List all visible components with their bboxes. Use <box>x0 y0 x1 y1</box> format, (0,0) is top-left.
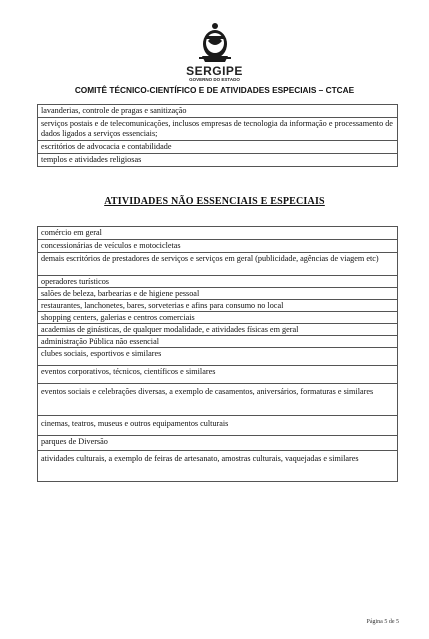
table-row <box>38 416 398 436</box>
table-cell: cinemas, teatros, museus e outros equipamentos culturais <box>38 416 398 436</box>
table-cell: academias de ginásticas, de qualquer modalidade, e atividades físicas em geral <box>38 324 398 336</box>
table-cell: parques de Diversão <box>38 436 398 451</box>
page-number: Página 5 de 5 <box>366 619 399 625</box>
brand-subtitle: GOVERNO DO ESTADO <box>189 77 240 82</box>
table-row <box>38 336 398 348</box>
table-row <box>38 227 398 240</box>
table-row <box>38 240 398 253</box>
table-cell: concessionárias de veículos e motocicletas <box>38 240 398 253</box>
table-row <box>38 105 398 118</box>
table-cell: eventos corporativos, técnicos, científicos e similares <box>38 366 398 384</box>
table-row <box>38 436 398 451</box>
brand-wordmark: SERGIPE <box>186 64 243 78</box>
table-cell: comércio em geral <box>38 227 398 240</box>
essential-activities-table <box>37 104 398 167</box>
section-title: ATIVIDADES NÃO ESSENCIAIS E ESPECIAIS <box>104 196 325 207</box>
table-row <box>38 324 398 336</box>
table-row <box>38 276 398 288</box>
table-cell: salões de beleza, barbearias e de higiene pessoal <box>38 288 398 300</box>
table-row <box>38 141 398 154</box>
table-cell: serviços postais e de telecomunicações, inclusos empresas de tecnologia da informação e processamento de dados ligados a serviços essenciais; <box>38 118 398 141</box>
table-cell: atividades culturais, a exemplo de feiras de artesanato, amostras culturais, vaquejadas e similares <box>38 451 398 482</box>
table-cell: demais escritórios de prestadores de serviços e serviços em geral (publicidade, agências de viagem etc) <box>38 253 398 276</box>
table-cell: operadores turísticos <box>38 276 398 288</box>
table-row <box>38 154 398 167</box>
table-row <box>38 366 398 384</box>
table-row <box>38 384 398 416</box>
table-row <box>38 312 398 324</box>
table-cell: clubes sociais, esportivos e similares <box>38 348 398 366</box>
non-essential-activities-table <box>37 226 398 482</box>
table-row <box>38 118 398 141</box>
table-row <box>38 288 398 300</box>
table-cell: restaurantes, lanchonetes, bares, sorveterias e afins para consumo no local <box>38 300 398 312</box>
table-row <box>38 300 398 312</box>
table-cell: escritórios de advocacia e contabilidade <box>38 141 398 154</box>
table-cell: administração Pública não essencial <box>38 336 398 348</box>
table-cell: shopping centers, galerias e centros comerciais <box>38 312 398 324</box>
table-cell: templos e atividades religiosas <box>38 154 398 167</box>
committee-title: COMITÊ TÉCNICO-CIENTÍFICO E DE ATIVIDADES ESPECIAIS – CTCAE <box>74 85 355 95</box>
table-row <box>38 253 398 276</box>
table-cell: eventos sociais e celebrações diversas, a exemplo de casamentos, aniversários, formaturas e similares <box>38 384 398 416</box>
table-row <box>38 348 398 366</box>
table-row <box>38 451 398 482</box>
table-cell: lavanderias, controle de pragas e sanitização <box>38 105 398 118</box>
